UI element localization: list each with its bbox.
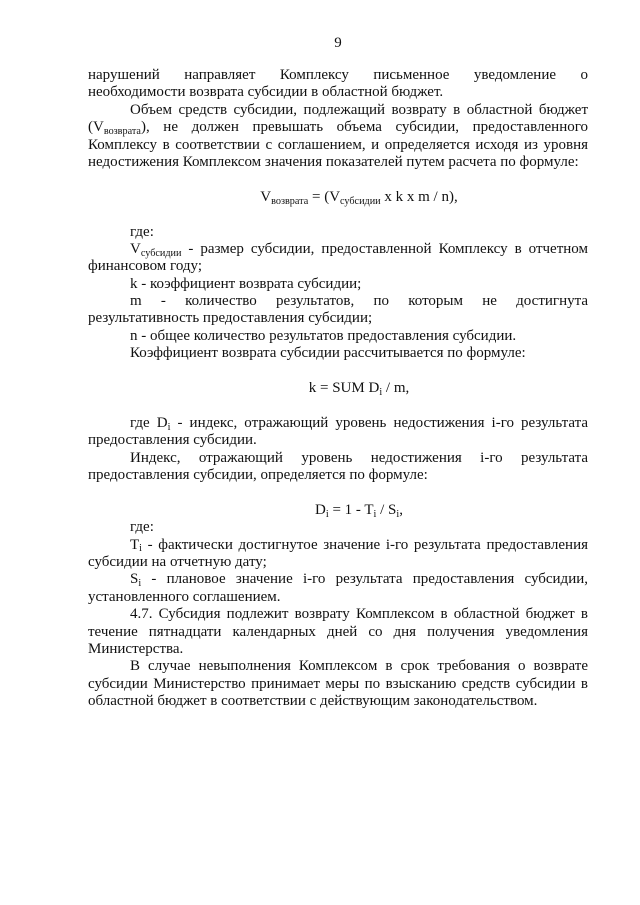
text-line	[88, 693, 588, 710]
text-line	[88, 450, 588, 467]
text-line	[88, 606, 588, 623]
text-line	[88, 641, 588, 658]
paragraph-11	[88, 519, 588, 536]
paragraph-12	[88, 537, 588, 572]
text-segment: k = SUM D	[308, 380, 380, 397]
subscript: возврата	[103, 126, 141, 138]
paragraph-7	[88, 328, 588, 345]
text-line	[88, 537, 588, 554]
text-segment: ), не должен превышать объема субсидии, предоставленного	[140, 119, 589, 136]
text-line	[88, 432, 588, 449]
text-segment: = (V	[308, 188, 341, 205]
paragraph-13	[88, 571, 588, 606]
paragraph-10	[88, 450, 588, 485]
subscript: i	[379, 386, 383, 398]
text-line	[88, 137, 588, 154]
line-text: недостижения Комплексом значения показателей путем расчета по формуле:	[88, 153, 579, 170]
text-segment: / m,	[382, 380, 410, 397]
text-segment: / S	[376, 501, 397, 518]
paragraph-5	[88, 276, 588, 293]
text-line	[88, 67, 588, 84]
text-segment: где D	[130, 414, 168, 431]
line-text: субсидии на отчетную дату;	[88, 553, 267, 570]
paragraph-4	[88, 241, 588, 276]
line-text: Коэффициент возврата субсидии рассчитывается по формуле:	[130, 345, 526, 362]
line-text	[260, 189, 457, 205]
line-text: предоставления субсидии, определяется по формуле:	[88, 466, 428, 483]
text-segment: - фактически достигнутое значение i-го результата предоставления	[142, 536, 588, 553]
text-segment: ,	[399, 501, 403, 518]
text-line	[88, 658, 588, 675]
line-text: Объем средств субсидии, подлежащий возврату в областной бюджет	[130, 101, 588, 118]
text-line	[88, 415, 588, 432]
line-text: где:	[130, 519, 154, 536]
text-line	[88, 519, 588, 536]
line-text	[309, 380, 410, 396]
text-line	[88, 328, 588, 345]
text-segment: - размер субсидии, предоставленной Комплексу в отчетном	[181, 240, 588, 257]
line-text: субсидии Министерство принимает меры по взысканию средств субсидии в	[88, 675, 588, 692]
text-line	[88, 241, 588, 258]
text-line	[88, 589, 588, 606]
subscript: субсидии	[340, 195, 381, 207]
text-segment: - индекс, отражающий уровень недостижения i-го результата	[170, 414, 588, 431]
line-text	[130, 537, 588, 553]
paragraph-15	[88, 658, 588, 710]
line-text: n - общее количество результатов предоставления субсидии.	[130, 327, 517, 344]
line-text: Индекс, отражающий уровень недостижения i-го результата	[130, 449, 588, 466]
text-segment: D	[315, 501, 326, 518]
subscript: i	[139, 543, 143, 555]
paragraph-1	[88, 67, 588, 102]
paragraph-8	[88, 345, 588, 362]
line-text	[130, 571, 588, 590]
line-text	[315, 502, 403, 518]
line-text	[130, 415, 588, 431]
line-text	[88, 119, 589, 138]
text-segment: V	[130, 240, 141, 257]
subscript: i	[138, 578, 142, 590]
text-line	[88, 624, 588, 641]
text-segment: = 1 - T	[328, 501, 374, 518]
paragraph-9	[88, 415, 588, 450]
line-text: k - коэффициент возврата субсидии;	[130, 275, 362, 292]
line-text: где:	[130, 223, 154, 240]
text-segment: - плановое значение i-го результата предоставления субсидии,	[141, 571, 588, 588]
formula-3	[88, 502, 588, 519]
subscript: i	[396, 508, 400, 520]
line-text: течение пятнадцати календарных дней со дня получения уведомления	[88, 623, 588, 640]
text-line	[88, 345, 588, 362]
text-line	[88, 571, 588, 588]
text-segment: x k x m / n),	[380, 188, 458, 205]
paragraph-6	[88, 293, 588, 328]
document-body	[88, 67, 588, 710]
line-text: В случае невыполнения Комплексом в срок требования о возврате	[130, 658, 588, 675]
text-segment: V	[260, 188, 272, 205]
formula-1	[88, 189, 588, 206]
text-line	[88, 84, 588, 101]
text-line	[88, 676, 588, 693]
page-number: 9	[334, 35, 342, 51]
text-line	[88, 293, 588, 310]
text-line	[88, 258, 588, 275]
line-text: Комплексу в соответствии с соглашением, и определяется исходя из уровня	[88, 136, 588, 153]
line-text: финансовом году;	[88, 258, 203, 275]
subscript: субсидии	[140, 247, 182, 259]
text-line	[88, 224, 588, 241]
text-line	[88, 554, 588, 571]
text-line	[88, 276, 588, 293]
subscript: возврата	[271, 195, 309, 207]
line-text: областной бюджет в соответствии с действующим законодательством.	[88, 693, 538, 710]
line-text: предоставления субсидии.	[88, 432, 257, 449]
line-text: m - количество результатов, по которым не достигнута	[130, 293, 588, 310]
text-segment: (V	[88, 119, 104, 136]
line-text: Министерства.	[88, 640, 184, 657]
paragraph-3	[88, 224, 588, 241]
text-segment: T	[130, 536, 140, 553]
text-line	[88, 119, 588, 136]
text-line	[88, 467, 588, 484]
subscript: i	[373, 508, 377, 520]
text-segment: S	[130, 571, 139, 588]
text-line	[88, 154, 588, 171]
text-line	[88, 310, 588, 327]
line-text: необходимости возврата субсидии в областной бюджет.	[88, 84, 444, 101]
paragraph-2	[88, 102, 588, 172]
line-text: установленного соглашением.	[88, 588, 281, 605]
line-text	[130, 241, 588, 257]
text-line	[88, 102, 588, 119]
formula-2	[88, 380, 588, 397]
line-text: результативность предоставления субсидии;	[88, 310, 373, 327]
line-text: нарушений направляет Комплексу письменное уведомление о	[88, 67, 588, 83]
paragraph-14	[88, 606, 588, 658]
line-text: 4.7. Субсидия подлежит возврату Комплексом в областной бюджет в	[130, 606, 588, 623]
subscript: i	[167, 421, 171, 433]
subscript: i	[325, 508, 329, 520]
